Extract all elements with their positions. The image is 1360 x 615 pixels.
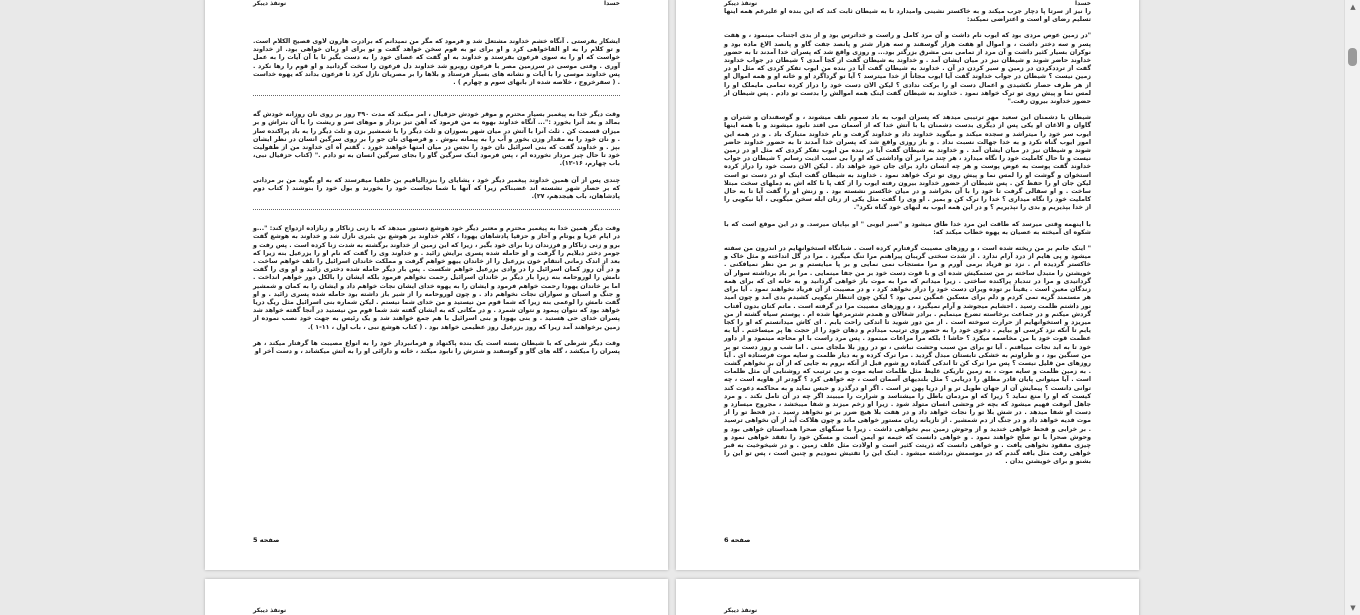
document-page-8	[676, 579, 1139, 615]
scroll-up-arrow-icon[interactable]: ▲	[1350, 3, 1356, 11]
page-number: صفحه 5	[253, 536, 280, 544]
page-content	[253, 38, 620, 364]
page-header	[724, 0, 1091, 8]
page-header	[724, 607, 1091, 615]
scroll-thumb[interactable]	[1348, 48, 1357, 66]
paragraph: با اینهمه وقتی میرسد که طاقت این مرد خدا طاق میشود و "صبر ایوبی " او بپایان میرسد. و در این موقع است که با شکوه ای آمیخته به عصیان به یهوه خطاب میکند که:	[724, 220, 1091, 236]
header-left-text: نونفذ دیبکر	[253, 607, 287, 614]
paragraph: وقت دیگر خدا به پیغمبر بسیار محترم و موقر خودش حزقیال ، امر میکند که مدت ۳۹۰ روز بر روی نان روزانه خودش گه بمالد و بعد آنرا بخورد :"... آنگاه خداوند بهوه به من فرمود که آهن تیز بردار و موهای سر و ریشت را با آن بتراش و بر میزان قسمت کن . ثلث آنرا با آتش در میان شهر بسوزان و ثلث دیگر را با شمشیر بزن و ثلث دیگر را به باد پراکنده ساز . و نان خود را به مقدار وزن بخور و آب را به پیمانه بنوش . و قرصهای نان جو را بر روی سرگین انسان در نظر ایشان بپز . و خداوند گفت که بنی اسرائیل نان خود را نجس در میان امتها خواهند خورد . گفتم آه ای خداوند من از طفولیت خود تا حال چیز مردار نخورده ام ، پس فرمود اینک سرگین گاو را بجای سرگین انسان به تو دادم ." (کتاب حزقیال نبی، باب چهارم، ۱۶-۱۲).	[253, 111, 620, 168]
dotted-separator	[253, 209, 620, 217]
page-header	[253, 0, 620, 8]
document-page-5	[205, 0, 668, 570]
paragraph: "در زمین عوص مردی بود که ایوب نام داشت و آن مرد کامل و راست و خداترس بود و از بدی اجتناب مینمود ، و هفت پسر و سه دختر داشت ، و اموال او هفت هزار گوسفند و سه هزار شتر و پانصد جفت گاو و پانصد الاغ ماده بود و نوکران بسیار کثیر داشت و آن مرد از تمامی بنی مشرق بزرگتر بود... و روزی واقع شد که پسران خدا آمدند تا به حضور خداوند حاضر شوند و شیطان نیز در میان ایشان آمد . و خداوند به شیطان گفت از کجا آمدی ؟ شیطان در جواب خداوند گفت از ترددکردن در زمین و سیر کردن در آن . خداوند به شیطان گفت آیا در بنده من ایوب تفکر کردی که مثل او در زمین نیست ؟ شیطان در جواب خداوند گفت آیا ایوب مجاناً از خدا میترسد ؟ آیا تو گرداگرد او و خانه او و همه اموال او از هر طرف حصار نکشیدی و اعمال دست او را برکت ندادی ؟ لیکن الان دست خود را دراز کرده تمامی مایملک او را لمس نما و پیش روی تو ترک خواهد نمود . خداوند به شیطان گفت اینک همه اموالش را بدست تو دادم . پس شیطان از حضور خداوند بیرون رفت."	[724, 32, 1091, 106]
header-left-text: نونفذ دیبکر	[724, 0, 758, 7]
document-page-6	[676, 0, 1139, 570]
scroll-down-arrow-icon[interactable]: ▼	[1350, 604, 1356, 612]
header-left-text: نونفذ دیبکر	[253, 0, 287, 7]
header-left-text: نونفذ دیبکر	[724, 607, 758, 614]
header-right-text: خسدا	[604, 0, 620, 7]
page-number: صفحه 6	[724, 536, 751, 544]
paragraph: " اینک جانم بر من ریخته شده است ، و روزهای مصیبت گرفتارم کرده است . شبانگاه استخوانهایم در اندرون من سفته میشود و پی هایم از درد آرام ندارد . از شدت سختی گریبان پیراهنم مرا تنگ میگیرد . مرا در گل انداخته و مثل خاک و خاکستر گردیده ام . نزد تو فریاد برمی آورم و مرا مستجاب نمی نمایی و بر پا میایستم و بر من نظر نمیافکنی . خویشتن را متبدل ساخته بر من ستمکیش شده ای و با قوت دست خود بر من جفا مینمایی . مرا بر باد برداشته سوار آن گردانیدی و مرا در تندباد پراکنده ساختی . زیرا میدانم که مرا به موت باز خواهی گردانید و به خانه ای که برای همه زندگان معین است . یقیناً بر توده ویران دست خود را دراز نخواهد کرد ، و در مصیبت از آن فریاد نخواهند نمود . آیا برای هر مستمند گریه نمی کردم و دلم برای مسکین غمگین نمی بود ؟ لیکن چون انتظار نیکویی کشیدم بدی آمد و چون امید نور داشتم ظلمت رسید . احشایم میجوشد و آرام نمیگیرد ، و روزهای مصیبت مرا در گرفته است . ماتم کنان بدون آفتاب گردش میکنم و در جماعت برخاسته تضرع مینمایم . برادر شغالان و همدم شترمرغها شده ام . پوستم سیاه گشته از من میریزد و استخوانهایم از حرارت سوخته است . از من دور شوید تا اندکی راحت یابم . ای کاش میدانستم که او را کجا یابم تا آنکه نزد کرسی او بیایم . دعوی خود را به حضور وی ترتیب میدادم و دهان خود را از حجت ها پر میساختم . آیا به عظمت قوت خود با من مخاصمه میکرد ؟ حاشا ! بلکه مرا مراعات مینمود . پس مرد راست با او محاجه مینمود و از داور خود تا به ابد نجات مییافتم . آیا تو برای من سبب وحشت نباشی ، تو در روز بلا ملجای منی . اما شب و روز دست تو بر من سنگین بود ، و طراوتم به خشکی تابستان مبدل گردید . مرا ترک کرده و به دیار ظلمت و سایه موت فرستاده ای . آیا روزهای من قلیل نیست ؟ پس مرا ترک کن تا اندکی گشاده رو شوم قبل از آنکه بروم به جایی که از آن بر نخواهم گشت . به زمین ظلمت و سایه موت ، به زمین تاریکی غلیظ مثل ظلمات سایه موت و بی ترتیب که روشنایی آن مثل ظلمات است . آیا میتوانی پایان قادر مطلق را دریابی ؟ مثل بلندیهای آسمان است ، چه خواهی کرد ؟ گودتر از هاویه است ، چه توانی دانست ؟ پیمایش آن از جهان طویل تر و از دریا پهن تر است . اگر او درگذرد و حبس نماید و به محاکمه دعوت کند کیست که او را منع نماید ؟ زیرا که او مردمان باطل را میشناسد و شرارت را میبیند اگر چه در آن تامل نکند . و مرد جاهل آنوقت فهیم میشود که بچه خر وحشی انسان متولد شود . زیرا او زخم میزند و شفا میبخشد ، مجروح میسازد و دست او شفا میدهد . در شش بلا تو را نجات خواهد داد و در هفت بلا هیچ ضرر بر تو نخواهد رسید . در قحط تو را از موت فدیه خواهد داد و در جنگ از دم شمشیر . از تازیانه زبان مستور خواهی ماند و چون هلاکت آید از آن نخواهی ترسید . بر خرابی و قحط خواهی خندید و از وحوش زمین بیم نخواهی داشت . زیرا با سنگهای صحرا همداستان خواهی بود و وحوش صحرا با تو صلح خواهند نمود . و خواهی دانست که خیمه تو ایمن است و مسکن خود را تفقد خواهی نمود و چیزی مفقود نخواهی یافت . و خواهی دانست که ذریتت کثیر است و اولادت مثل علف زمین . و در شیخوخیت به قبر خواهی رفت مثل بافه گندم که در موسمش برداشته میشود . اینک این را تفتیش نمودیم و چنین است ، پس تو این را بشنو و برای خویشتن بدان .	[724, 245, 1091, 466]
document-page-7	[205, 579, 668, 615]
paragraph: را نیز از سرتا پا دچار جرب میکند و به خاکستر نشینی وامیدارد تا به شیطان ثابت کند که این بنده او علیرغم همه اینها تسلیم رضای او است و اعتراضی نمیکند:	[724, 8, 1091, 24]
page-content	[724, 8, 1091, 475]
paragraph: شیطان با دشمنان این سعید مهر ترتیبی میدهد که پسران ایوب به باد سموم تلف میشوند ، و گوسفندان و شتران و گاوان و الاغان او یکی پس از دیگری بدست دشمنان یا با آتش خدا که از آسمان می افتد نابود میشوند و با همه اینها ایوب سر خود را میتراشد و سجده میکند و میگوید خداوند داد و خداوند گرفت و نام خداوند متبارک باد . و در همه این امور ایوب گناه نکرد و به خدا جهالت نسبت نداد . و باز روزی واقع شد که پسران خدا آمدند تا به حضور خداوند حاضر شوند و شیطان نیز در میان ایشان آمد . و خداوند به شیطان گفت آیا در بنده من ایوب تفکر کردی که مثل او در زمین نیست و تا حال کاملیت خود را نگاه میدارد ، هر چند مرا بر آن واداشتی که او را بی سبب اذیت رسانم ؟ شیطان در جواب خداوند گفت پوست به عوض پوست و هر چه انسان دارد برای جان خود خواهد داد . لیکن الان دست خود را دراز کرده استخوان و گوشت او را لمس نما و پیش روی تو ترک خواهد نمود . خداوند به شیطان گفت اینک او در دست تو است لیکن جان او را حفظ کن . پس شیطان از حضور خداوند بیرون رفته ایوب را از کف پا تا کله اش به دملهای سخت مبتلا ساخت . و او سفالی گرفت تا خود را با آن بخراشد و در میان خاکستر نشسته بود . و زنش او را گفت آیا تا به حال کاملیت خود را نگاه میداری ؟ خدا را ترک کن و بمیر . او وی را گفت مثل یکی از زنان ابله سخن میگویی ، آیا نیکویی را از خدا بپذیریم و بدی را نپذیریم ؟ و در این همه ایوب به لبهای خود گناه نکرد".	[724, 114, 1091, 212]
dotted-separator	[253, 95, 620, 103]
paragraph: وقت دیگر شرطی که با شیطان بسته است یک بنده پاکنهاد و فرمانبردار خود را به انواع مصیبت ها گرفتار میکند ، هر پسران را میکشد ، گله های گاو و گوسفند و شترش را نابود میکند ، خانه و دارائی او را به آتش میکشاند ، و دست آخر او	[253, 339, 620, 356]
header-right-text: خسدا	[1075, 0, 1091, 7]
page-header	[253, 607, 620, 615]
paragraph: ایشکار بقرستی . آنگاه خشم خداوند مشتعل شد و فرمود که مگر من نمیدانم که برادرت هارون لاوی فصیح الکلام است. و تو کلام را به او القاخواهی کرد و او برای تو به قوم سخن خواهد گفت و تو برای او زبان خواهی بود. از خداوند خواست که او را به سوی فرعون بفرستد و خداوند به او گفت که عصای خود را به دست بگیر تا با آن آیات را به عمل آوری . وقتی موسی در سرزمین مصر با فرعون روبرو شد خداوند دل فرعون را سخت گردانید و او قوم را رها نکرد . پس خداوند موسی را با آیات و نشانه های بسیار فرستاد و بلاها را بر مصریان نازل کرد تا فرعون بداند که یهوه خداست . ( سفرخروج ، خلاصه شده از بابهای سوم و چهارم ) .	[253, 38, 620, 87]
vertical-scrollbar[interactable]	[1344, 0, 1360, 615]
paragraph: چندی پس از آن همین خداوند پیغمبر دیگر خود ، یشایای را بنزدالیاقیم بن حلقیا میفرستد که به او بگوید من بر مردانی که بر حصار شهر نشسته اند غضبناکم زیرا که آنها با شما نجاست خود را بخورند و بول خود را بنوشند ( کتاب دوم پادشاهان، باب هیجدهم، ۲۷).	[253, 176, 620, 201]
paragraph: وقت دیگر همین خدا به پیغمبر محترم و معتبر دیگر خود هوشع دستور میدهد که با زنی زناکار و زنازاده ازدواج کند: "...و در ایام عزیا و یوتام و آحاز و حزقیا پادشاهان یهودا ، کلام خداوند بر هوشع بن بئیری نازل شد و خداوند به هوشع گفت برو و زنی زناکار و فرزندان زنا برای خود بگیر ، زیرا که این زمین از خداوند برگشته به شدت زنا کرده است . پس رفت و جومر دختر دبلایم را گرفت و او حامله شده پسری برایش زائید . و خداوند وی را گفت که نام او را یزرعیل بنه زیرا که بعد از اندک زمانی انتقام خون یزرعیل را از خاندان ییهو خواهم گرفت و مملکت خاندان اسرائیل را تلف خواهم ساخت . و در آن روز کمان اسرائیل را در وادی یزرعیل خواهم شکست . پس بار دیگر حامله شده دختری زائید و او وی را گفت نامش را لوروحامه بنه زیرا بار دیگر بر خاندان اسرائیل رحمت نخواهم فرمود بلکه ایشان را بالکل دور خواهم انداخت . اما بر خاندان یهودا رحمت خواهم فرمود و ایشان را به یهوه خدای ایشان نجات خواهم داد و ایشان را به کمان و شمشیر و جنگ و اسبان و سواران نجات نخواهم داد . و چون لوروحامه را از شیر باز داشته بود حامله شده پسری زائید . و او گفت نامش را لوعمی بنه زیرا که شما قوم من نیستید و من خدای شما نیستم . لیکن شماره بنی اسرائیل مثل ریگ دریا خواهد بود که نتوان پیمود و نتوان شمرد . و در مکانی که به ایشان گفته شد شما قوم من نیستید در آنجا گفته خواهد شد پسران خدای حی هستید . و بنی یهودا و بنی اسرائیل با هم جمع خواهند شد و یک رئیس به جهت خود نصب نموده از زمین برخواهند آمد زیرا که روز یزرعیل روز عظیمی خواهد بود . ( کتاب هوشع نبی ، باب اول ، ۱۱-۱ ).	[253, 225, 620, 331]
